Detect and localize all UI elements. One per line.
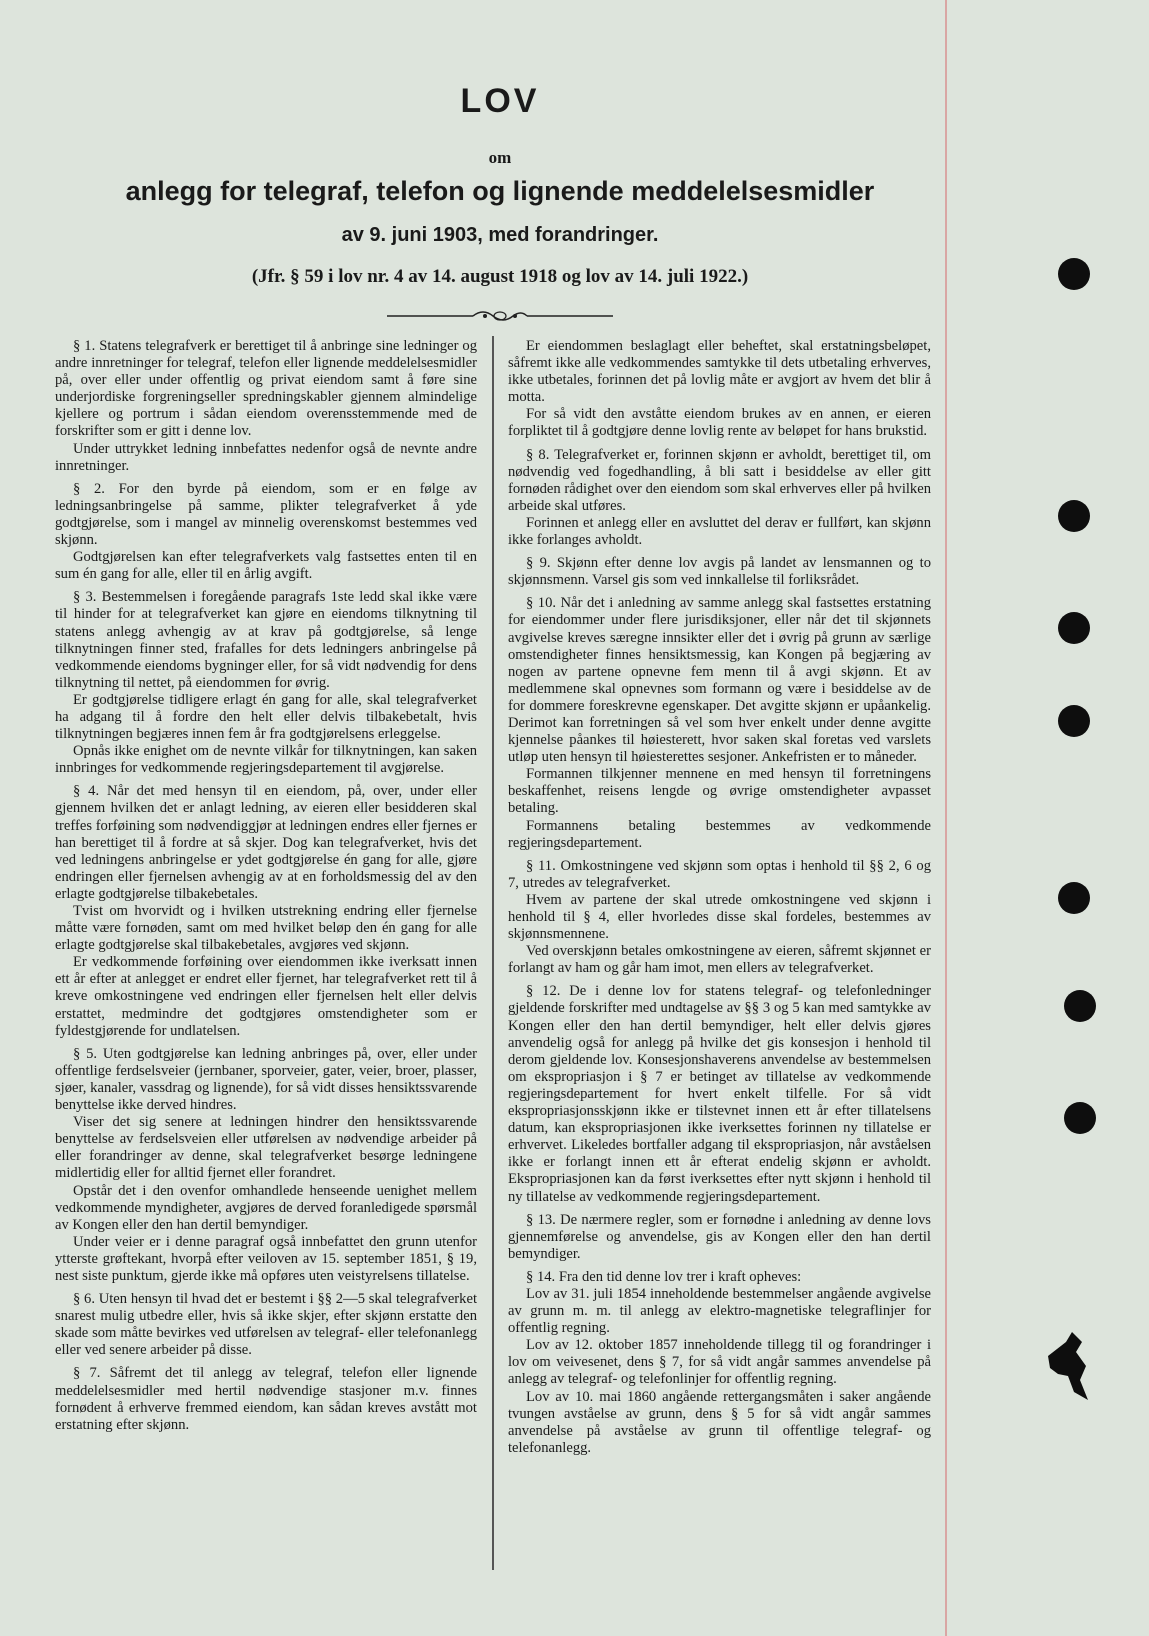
punch-hole <box>1058 500 1090 532</box>
paragraph: § 2. For den byrde på eiendom, som er en følge av ledningsanbringelse på samme, plikter telegrafverket å yde godtgjørelse, som i mangel av minnelig overenskomst bestemmes ved skjønn. <box>55 480 477 549</box>
paragraph: § 7. Såfremt det til anlegg av telegraf, telefon eller lignende meddelelsesmidler med hertil nødvendige stasjoner m.v. finnes fornødent å erhverve fremmed eiendom, kan sådan kreves avstått mot erstatning efter skjønn. <box>55 1365 477 1433</box>
paragraph: Tvist om hvorvidt og i hvilken utstrekning endring eller fjernelse måtte være fornøden, samt om med hvilket beløp den én gang for alle erlagte godtgjørelse skal tilbakebetales, avgjøres ved skjønn. <box>55 903 477 954</box>
document-reference: (Jfr. § 59 i lov nr. 4 av 14. august 1918 og lov av 14. juli 1922.) <box>251 266 749 287</box>
paragraph: Hvem av partene der skal utrede omkostningene ved skjønn i henhold til § 4, eller hvorledes disse skal fordeles, bestemmes av skjønnsmennene. <box>508 891 931 943</box>
paragraph: § 6. Uten hensyn til hvad det er bestemt i §§ 2—5 skal telegrafverket snarest mulig utbedre eller, hvis så ikke skjer, efter skjønn erstatte den skade som måtte bevirkes ved utførelsen av telegraf- eller telefonanlegg eller ved senere arbeider på disse. <box>55 1291 477 1359</box>
paragraph: § 3. Bestemmelsen i foregående paragrafs 1ste ledd skal ikke være til hinder for at telegrafverket kan gjøre en eiendoms tilknytning til statens anlegg avhengig av at krav på godtgjørelse, så lenge tilknytningen finner sted, frafalles for dets ledningers anbringelse på vedkommende eiendoms bygninger eller, for så vidt nødvendig for dens tilknytning til nettet, på eiendommen for øvrig. <box>55 589 477 691</box>
paragraph: Formannen tilkjenner mennene en med hensyn til forretningens beskaffenhet, reisens lengde og øvrige omstendigheter avpasset betaling. <box>508 766 931 817</box>
ink-mark <box>1040 1328 1100 1408</box>
paragraph: § 8. Telegrafverket er, forinnen skjønn er avholdt, berettiget til, om nødvendig ved fogedhandling, å bli satt i besiddelse av eller gitt fornøden rådighet over den eiendom som skal erhverves eller på hvilken arbeide skal utføres. <box>508 446 931 514</box>
paragraph: Viser det sig senere at ledningen hindrer den hensiktssvarende benyttelse av ferdselsveien eller utførelsen av nødvendige arbeider på eller forandringer av denne, skal telegrafverket besørge ledningene midlertidig eller for alltid fjernet eller forandret. <box>55 1114 477 1182</box>
paragraph: Opnås ikke enighet om de nevnte vilkår for tilknytningen, kan saken innbringes for vedkommende regjeringsdepartement til avgjørelse. <box>55 743 477 777</box>
paragraph: § 9. Skjønn efter denne lov avgis på landet av lensmannen og to skjønnsmenn. Varsel gis som ved innkallelse til forliksrådet. <box>508 555 931 589</box>
paragraph: Under uttrykket ledning innbefattes nedenfor også de nevnte andre innretninger. <box>55 440 477 474</box>
ornament-divider <box>385 304 615 328</box>
paragraph: Er eiendommen beslaglagt eller beheftet, skal erstatningsbeløpet, såfremt ikke alle vedkommendes samtykke til dets utbetaling erhverves, ikke utbetales, forinnen det på lovlig måte er avgjort av hvem det blir å motta. <box>508 338 931 406</box>
paragraph: Lov av 10. mai 1860 angående rettergangsmåten i saker angående tvungen avståelse av grunn, dens § 5 for så vidt angår sammes anvendelse på avståelse av grunn til offentlige telegraf- og telefonanlegg. <box>508 1388 931 1456</box>
paragraph: Er vedkommende forføining over eiendommen ikke iverksatt innen ett år efter at anlegget er endret eller fjernet, har telegrafverket rett til å kreve omkostningene ved endringen eller fjernelsen helt eller delvis erstattet, medmindre det godtgjøres omstendigheter som er fyldestgjørende for undlatelsen. <box>55 954 477 1039</box>
paragraph: § 11. Omkostningene ved skjønn som optas i henhold til §§ 2, 6 og 7, utredes av telegrafverket. <box>508 857 931 891</box>
punch-hole <box>1058 705 1090 737</box>
paragraph: Forinnen et anlegg eller en avsluttet del derav er fullført, kan skjønn ikke forlanges avholdt. <box>508 514 931 549</box>
punch-hole <box>1064 990 1096 1022</box>
paragraph: § 13. De nærmere regler, som er fornødne i anledning av denne lovs gjennemførelse og anvendelse, gis av Kongen eller den han dertil bemyndiger. <box>508 1211 931 1262</box>
paragraph: Godtgjørelsen kan efter telegrafverkets valg fastsettes enten til en sum én gang for alle, eller til en årlig avgift. <box>55 549 477 583</box>
paragraph: Lov av 12. oktober 1857 inneholdende tillegg til og forandringer i lov om veivesenet, dens § 7, for så vidt angår sammes anvendelse på anlegg av telegraf- og telefonlinjer for offentlig regning. <box>508 1337 931 1388</box>
paragraph: § 12. De i denne lov for statens telegraf- og telefonledninger gjeldende forskrifter med undtagelse av §§ 3 og 5 kan med samtykke av Kongen eller den han dertil bemyndiger, helt eller delvis gjøres anvendelig også for anlegg på hvilke det gis konsesjon i henhold til derom gjeldende lov. Konsesjonshaverens anvendelse av bestemmelsen om ekspropriasjon i § 7 er betinget av tillatelse av vedkommende regjeringsdepartement for hvert enkelt tilfelle. For så vidt ekspropriasjonsskjønn ikke er tilstevnet innen ett år efter tillatelsens datum, kan ekspropriasjonen ikke iverksettes forinnen ny tillatelse er erhvervet. Likeledes bortfaller adgang til ekspropriasjon, når avståelsen ikke er forlangt innen ett år efterat endelig skjønn er avholdt. Ekspropriasjonen kan da først iverksettes efter nytt skjønn i henhold til ny tillatelse av vedkommende regjeringsdepartement. <box>508 983 931 1205</box>
paragraph: Under veier er i denne paragraf også innbefattet den grunn utenfor ytterste grøftekant, hvorpå efter veiloven av 15. september 1851, § 19, nest siste punktum, gjerde ikke må opføres uten veistyrelsens tillatelse. <box>55 1233 477 1284</box>
punch-hole <box>1058 258 1090 290</box>
paragraph: For så vidt den avståtte eiendom brukes av en annen, er eieren forpliktet til å godtgjøre denne lovlig rente av beløpet for hans brukstid. <box>508 406 931 440</box>
column-divider <box>492 336 494 1570</box>
punch-hole <box>1064 1102 1096 1134</box>
paragraph: § 4. Når det med hensyn til en eiendom, på, over, under eller gjennem hvilken det er anlagt ledning, av eieren eller besidderen skal treffes forføining som nødvendiggjør at ledningen endres eller fjernes er han berettiget til å fordre at så skjer. Dog kan telegrafverket, hvis det ved ledningens anbringelse er ydet godtgjørelse én gang for alle, gjøre endringen eller fjernelsen avhengig av at en forholdsmessig del av den erlagte godtgjørelse tilbakebetales. <box>55 783 477 902</box>
margin-rule <box>945 0 947 1636</box>
paragraph: Ved overskjønn betales omkostningene av eieren, såfremt skjønnet er forlangt av ham og går ham imot, men ellers av telegrafverket. <box>508 943 931 977</box>
document-date: av 9. juni 1903, med forandringer. <box>341 224 659 246</box>
document-title: anlegg for telegraf, telefon og lignende meddelelsesmidler <box>125 176 875 206</box>
paragraph: § 1. Statens telegrafverk er berettiget til å anbringe sine ledninger og andre innretninger for telegraf, telefon eller lignende meddelelsesmidler på, over eller under offentlig og privat eiendom samt å føre sine underjordiske forgreningseller spredningskabler gjennem almindelige kjellere og portrum i sådan eiendom overensstemmende med de forskrifter som er gitt i denne lov. <box>55 338 477 440</box>
paragraph: Opstår det i den ovenfor omhandlede henseende uenighet mellem vedkommende myndigheter, avgjøres de derved foranledigede spørsmål av Kongen eller den han dertil bemyndiger. <box>55 1182 477 1233</box>
right-column <box>508 338 931 1457</box>
repealed-laws <box>508 1269 931 1457</box>
paragraph: § 10. Når det i anledning av samme anlegg skal fastsettes erstatning for eiendommer under flere jurisdiksjoner, eller når det til skjønnets avgivelse kreves særegne innsikter eller det i øvrig på grunn av særlige omstendigheter finnes hensiktsmessig, kan Kongen på begjæring av nogen av partene opnevne fem menn til å avgi skjønn. Et av medlemmene skal opnevnes som formann og være i besiddelse av de for dommere foreskrevne egenskaper. Det avgitte skjønn er upåankelig. Derimot kan forretningen så vel som hver enkelt under denne avgitte kjennelse påankes til høiesterett, hvor saken skal foretas ved varslets utløp uten hensyn til høiesterettes sesjoner. Ankefristen er to måneder. <box>508 595 931 766</box>
left-column <box>55 338 477 1440</box>
paragraph: Formannens betaling bestemmes av vedkommende regjeringsdepartement. <box>508 817 931 851</box>
paragraph: Er godtgjørelse tidligere erlagt én gang for alle, skal telegrafverket ha adgang til å fordre den helt eller delvis tilbakebetalt, hvis tilknytningen begjæres innen fem år fra godtgjørelsens erleggelse. <box>55 691 477 743</box>
document-heading: LOV <box>460 82 540 120</box>
paragraph: § 5. Uten godtgjørelse kan ledning anbringes på, over, eller under offentlige ferdselsveier (jernbaner, sporveier, gater, veier, broer, plasser, sjøer, kanaler, vassdrag og lignende), for så vidt disses hensiktssvarende benyttelse ikke derved hindres. <box>55 1045 477 1114</box>
punch-hole <box>1058 612 1090 644</box>
heading-om: om <box>488 148 512 167</box>
paragraph: Lov av 31. juli 1854 inneholdende bestemmelser angående avgivelse av grunn m. m. til anlegg av elektro-magnetiske telegraflinjer for offentlig regning. <box>508 1285 931 1337</box>
punch-hole <box>1058 882 1090 914</box>
paragraph: § 14. Fra den tid denne lov trer i kraft opheves: <box>526 1268 802 1285</box>
